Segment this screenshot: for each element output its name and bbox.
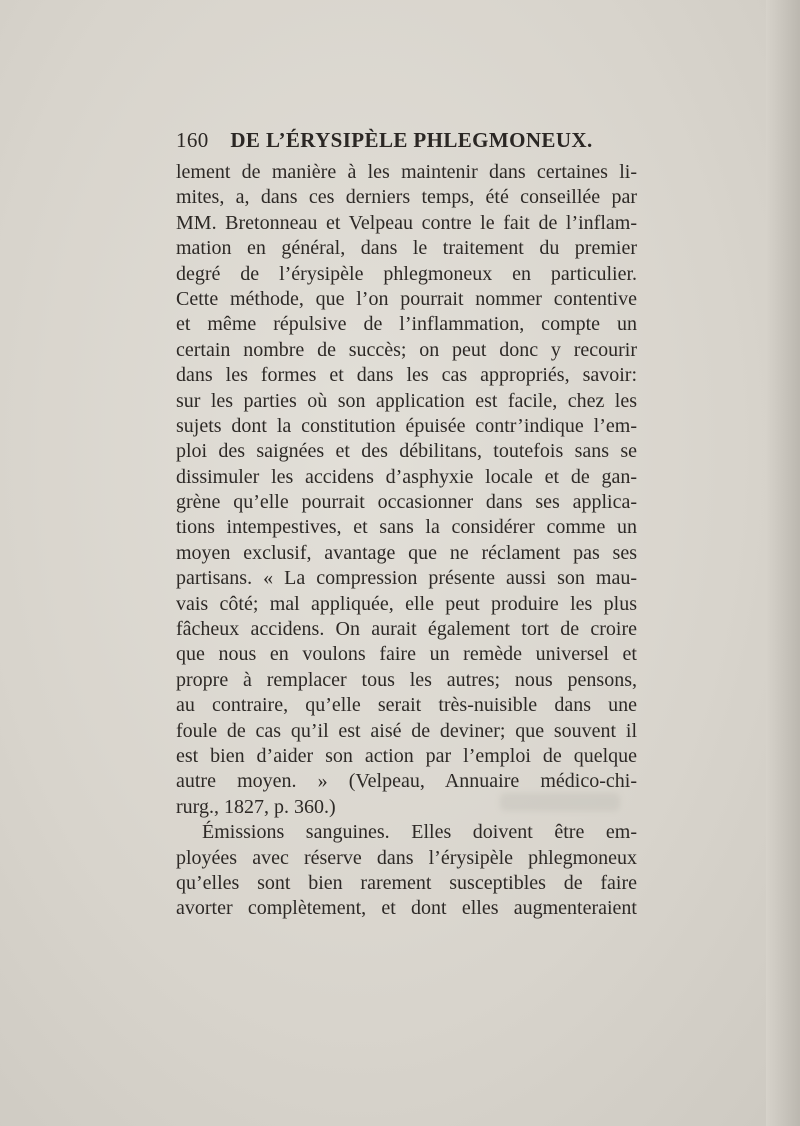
- text-line: fâcheux accidens. On aurait également tort de croire: [176, 618, 637, 641]
- text-line: moyen exclusif, avantage que ne réclament pas ses: [176, 541, 637, 564]
- text-line: partisans. « La compression présente aussi son mau-: [176, 567, 637, 590]
- page-edge: [766, 0, 800, 1126]
- bleed-through-smudge: [500, 793, 620, 811]
- text-line: et même répulsive de l’inflammation, compte un: [176, 313, 637, 336]
- text-line: que nous en voulons faire un remède universel et: [176, 643, 637, 666]
- text-line: sujets dont la constitution épuisée contr’indique l’em-: [176, 414, 637, 437]
- text-line: au contraire, qu’elle serait très-nuisible dans une: [176, 694, 637, 717]
- text-line: vais côté; mal appliquée, elle peut produire les plus: [176, 592, 637, 615]
- text-line: avorter complètement, et dont elles augmenteraient: [176, 897, 637, 920]
- text-line: certain nombre de succès; on peut donc y recourir: [176, 338, 637, 361]
- running-title: DE L’ÉRYSIPÈLE PHLEGMONEUX.: [230, 128, 593, 152]
- text-line: mation en général, dans le traitement du premier: [176, 237, 637, 260]
- text-line: propre à remplacer tous les autres; nous pensons,: [176, 668, 637, 691]
- page-number: 160: [176, 128, 209, 152]
- text-line: lement de manière à les maintenir dans certaines li-: [176, 161, 637, 183]
- text-line: mites, a, dans ces derniers temps, été conseillée par: [176, 186, 637, 209]
- text-line: Émissions sanguines. Elles doivent être em-: [202, 821, 637, 844]
- text-line: qu’elles sont bien rarement susceptibles de faire: [176, 871, 637, 894]
- text-line: autre moyen. » (Velpeau, Annuaire médico-chi-: [176, 770, 637, 793]
- text-line: dans les formes et dans les cas appropriés, savoir:: [176, 364, 637, 387]
- text-line: ployées avec réserve dans l’érysipèle phlegmoneux: [176, 846, 637, 869]
- text-line: ploi des saignées et des débilitans, toutefois sans se: [176, 440, 637, 463]
- text-line: rurg., 1827, p. 360.): [176, 795, 336, 818]
- text-line: grène qu’elle pourrait occasionner dans ses applica-: [176, 491, 637, 514]
- text-line: Cette méthode, que l’on pourrait nommer contentive: [176, 287, 637, 310]
- text-line: MM. Bretonneau et Velpeau contre le fait de l’inflam-: [176, 211, 637, 234]
- text-line: degré de l’érysipèle phlegmoneux en particulier.: [176, 262, 637, 285]
- text-line: foule de cas qu’il est aisé de deviner; que souvent il: [176, 719, 637, 742]
- text-line: sur les parties où son application est facile, chez les: [176, 389, 637, 412]
- page-header: [176, 128, 636, 153]
- text-line: tions intempestives, et sans la considérer comme un: [176, 516, 637, 539]
- text-line: dissimuler les accidens d’asphyxie locale et de gan-: [176, 465, 637, 488]
- text-line: est bien d’aider son action par l’emploi de quelque: [176, 744, 637, 767]
